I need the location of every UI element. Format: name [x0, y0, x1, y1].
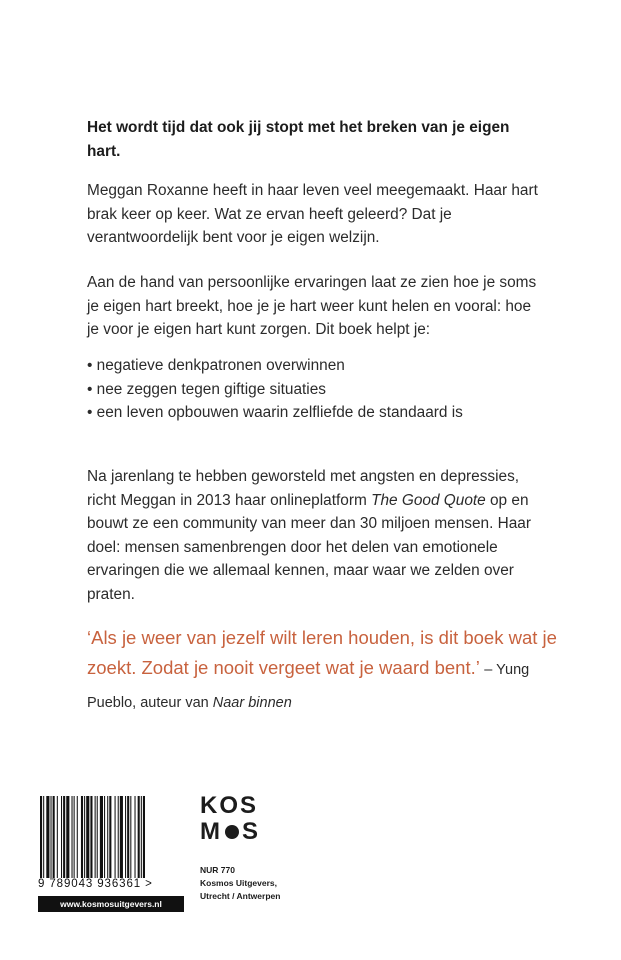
platform-name: The Good Quote	[371, 491, 486, 509]
nur-code: NUR 770	[200, 865, 235, 875]
publisher-url: www.kosmosuitgevers.nl	[38, 896, 184, 912]
intro-paragraph: Meggan Roxanne heeft in haar leven veel meegemaakt. Haar hart brak keer op keer. Wat ze ervan heeft geleerd? Dat je verantwoordelijk bent voor je eigen welzijn.	[87, 182, 538, 247]
barcode-bar	[138, 796, 140, 878]
author-paragraph-end: op en bouwt ze een community van meer dan 30 miljoen mensen. Haar doel: mensen samenbrengen door het delen van emotionele ervaringen die we allemaal kennen, maar waar we zelden over praten.	[87, 491, 531, 603]
barcode-bar	[63, 796, 65, 878]
logo-letter-s: S	[242, 818, 261, 845]
barcode-bar	[109, 796, 111, 878]
barcode-bar	[43, 796, 44, 878]
barcode-bar	[141, 796, 142, 878]
barcode-bar	[86, 796, 89, 878]
publisher-info	[200, 864, 320, 903]
kosmos-logo	[200, 793, 270, 849]
barcode-bar	[81, 796, 83, 878]
barcode-bar	[46, 796, 49, 878]
barcode-bar	[125, 796, 126, 878]
barcode-bar	[118, 796, 119, 878]
logo-letter-m: M	[200, 818, 222, 845]
publisher-cities: Utrecht / Antwerpen	[200, 891, 281, 901]
headline: Het wordt tijd dat ook jij stopt met het breken van je eigen hart.	[87, 119, 510, 160]
barcode-bar	[135, 796, 136, 878]
quote-book-title: Naar binnen	[212, 694, 292, 711]
barcode-bar	[84, 796, 85, 878]
barcode-bar	[100, 796, 103, 878]
barcode-bar	[40, 796, 42, 878]
barcode-bar	[57, 796, 58, 878]
barcode-bar	[130, 796, 131, 878]
barcode-bar	[61, 796, 62, 878]
list-item: • een leven opbouwen waarin zelfliefde de standaard is	[87, 404, 463, 421]
barcode-bar	[143, 796, 145, 878]
list-item: • negatieve denkpatronen overwinnen	[87, 357, 345, 374]
publisher-name: Kosmos Uitgevers,	[200, 878, 277, 888]
barcode-bar	[66, 796, 69, 878]
author-paragraph	[87, 465, 547, 606]
logo-dot-icon	[225, 825, 239, 839]
barcode-bar	[51, 796, 52, 878]
logo-line-top: KOS	[200, 792, 259, 819]
barcode-bar	[120, 796, 123, 878]
isbn-number: 9 789043 936361 >	[38, 878, 153, 890]
barcode-bar	[77, 796, 78, 878]
barcode-bar	[95, 796, 96, 878]
barcode-bar	[104, 796, 105, 878]
barcode-bar	[107, 796, 108, 878]
list-item: • nee zeggen tegen giftige situaties	[87, 380, 326, 398]
barcode-bar	[127, 796, 129, 878]
endorsement-quote	[87, 623, 557, 719]
benefit-list	[87, 354, 547, 425]
logo-line-bottom	[200, 819, 270, 845]
barcode-bar	[74, 796, 75, 878]
barcode-bar	[97, 796, 98, 878]
barcode-bar	[90, 796, 92, 878]
barcode-icon	[38, 796, 184, 878]
barcode-bar	[115, 796, 116, 878]
quote-text: ‘Als je weer van jezelf wilt leren houden, is dit boek wat je zoekt. Zodat je nooit vergeet wat je waard bent.’	[87, 626, 557, 678]
barcode-bar	[72, 796, 73, 878]
isbn-barcode	[38, 796, 184, 916]
barcode-bar	[53, 796, 55, 878]
quote-author: – Yung Pueblo, auteur van	[87, 662, 530, 711]
description-paragraph: Aan de hand van persoonlijke ervaringen laat ze zien hoe je soms je eigen hart breekt, hoe je je hart weer kunt helen en vooral: hoe je voor je eigen hart kunt zorgen. Dit boek helpt je:	[87, 274, 537, 339]
author-paragraph-start: Na jarenlang te hebben geworsteld met angsten en depressies, richt Meggan in 2013 haar onlineplatform	[87, 468, 520, 509]
